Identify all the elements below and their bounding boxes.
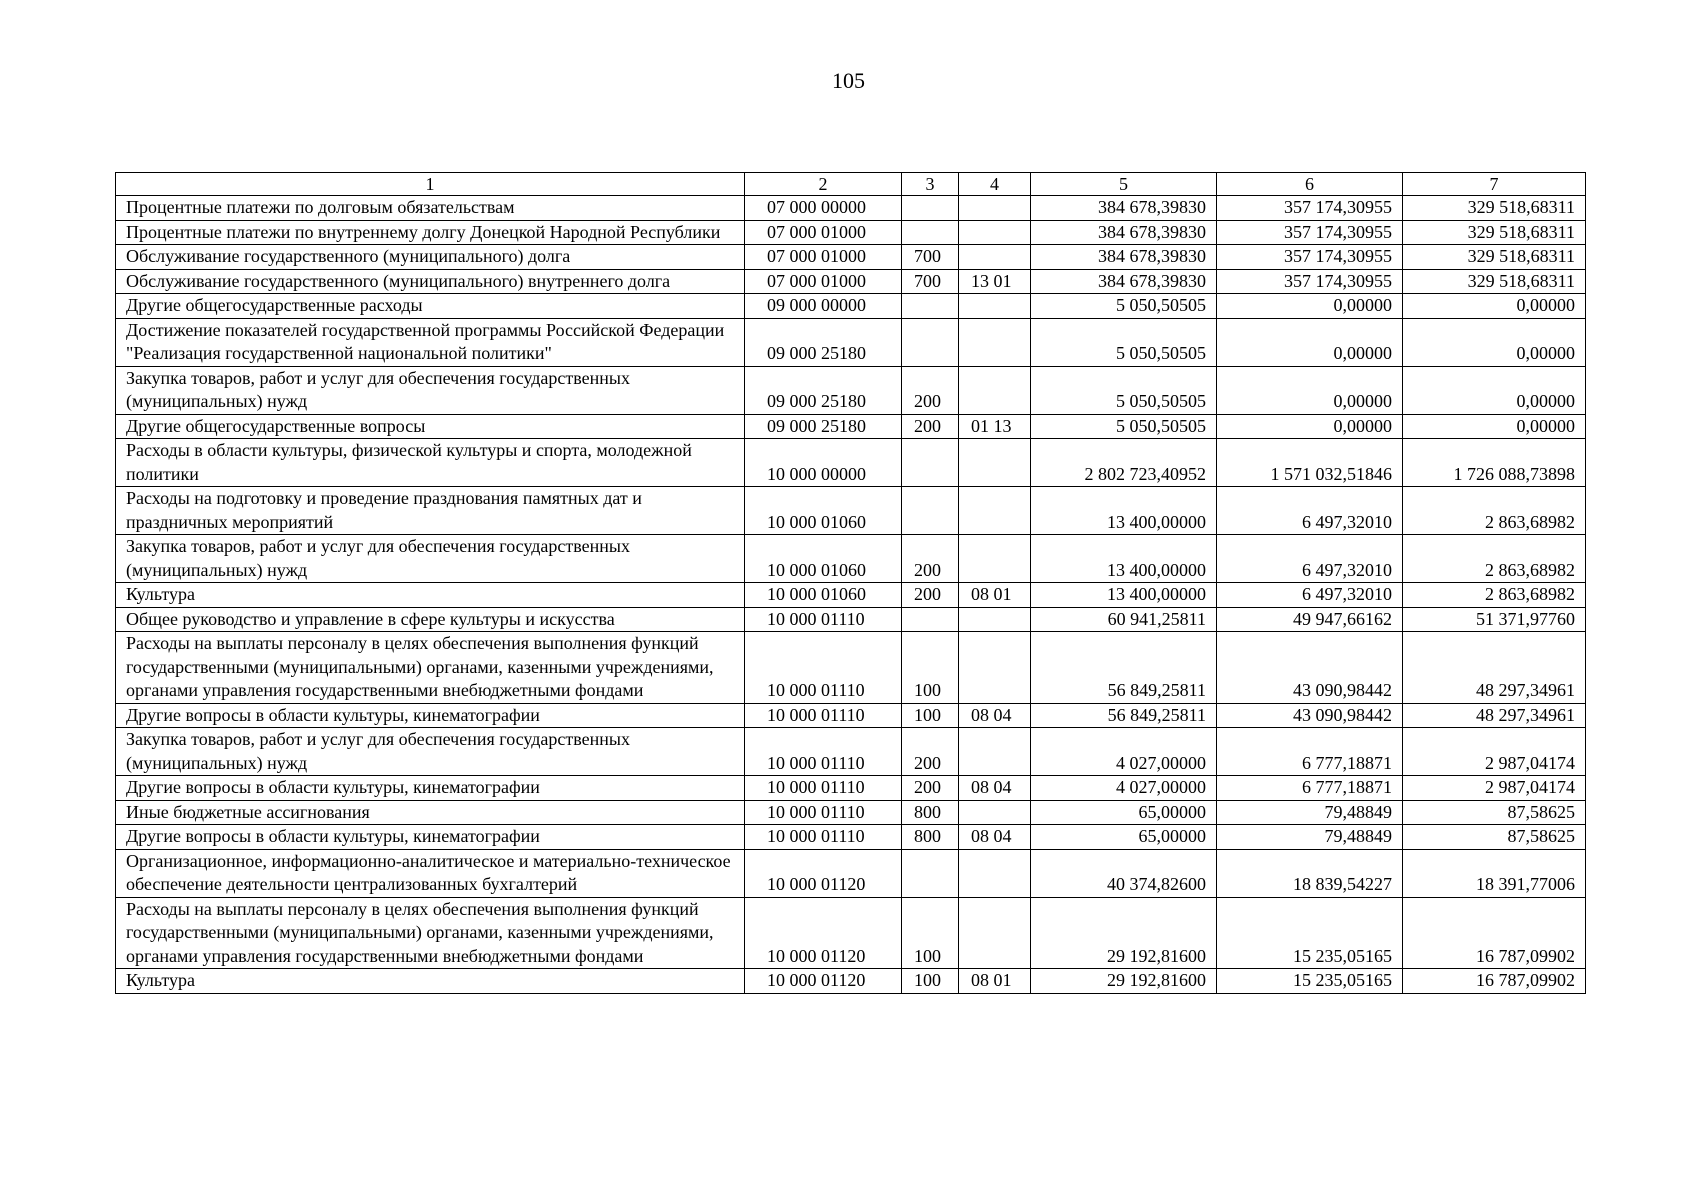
cell-name: Закупка товаров, работ и услуг для обеспечения государственных (муниципальных) нужд bbox=[116, 535, 745, 583]
header-cell-1: 1 bbox=[116, 173, 745, 196]
cell-amount-year1: 56 849,25811 bbox=[1031, 703, 1217, 728]
cell-section-subsection: 13 01 bbox=[959, 269, 1031, 294]
cell-amount-year2: 79,48849 bbox=[1217, 825, 1403, 850]
cell-name: Культура bbox=[116, 583, 745, 608]
cell-amount-year3: 0,00000 bbox=[1403, 414, 1586, 439]
table-row bbox=[116, 439, 1586, 487]
table-row bbox=[116, 196, 1586, 221]
cell-expense-type bbox=[902, 294, 959, 319]
cell-name: Иные бюджетные ассигнования bbox=[116, 800, 745, 825]
cell-section-subsection: 08 04 bbox=[959, 825, 1031, 850]
cell-expense-type: 700 bbox=[902, 269, 959, 294]
cell-section-subsection bbox=[959, 366, 1031, 414]
cell-amount-year2: 6 497,32010 bbox=[1217, 535, 1403, 583]
cell-amount-year1: 65,00000 bbox=[1031, 825, 1217, 850]
cell-target-article: 10 000 01110 bbox=[745, 776, 902, 801]
cell-expense-type bbox=[902, 196, 959, 221]
cell-section-subsection: 01 13 bbox=[959, 414, 1031, 439]
cell-name: Закупка товаров, работ и услуг для обеспечения государственных (муниципальных) нужд bbox=[116, 728, 745, 776]
cell-section-subsection bbox=[959, 897, 1031, 969]
table-row bbox=[116, 583, 1586, 608]
cell-name: Другие вопросы в области культуры, кинематографии bbox=[116, 825, 745, 850]
cell-amount-year1: 5 050,50505 bbox=[1031, 414, 1217, 439]
cell-name: Другие общегосударственные вопросы bbox=[116, 414, 745, 439]
cell-target-article: 10 000 01060 bbox=[745, 535, 902, 583]
cell-expense-type bbox=[902, 849, 959, 897]
cell-target-article: 09 000 25180 bbox=[745, 414, 902, 439]
cell-amount-year3: 2 863,68982 bbox=[1403, 583, 1586, 608]
cell-amount-year1: 65,00000 bbox=[1031, 800, 1217, 825]
cell-amount-year3: 0,00000 bbox=[1403, 294, 1586, 319]
cell-amount-year1: 384 678,39830 bbox=[1031, 220, 1217, 245]
cell-target-article: 07 000 01000 bbox=[745, 245, 902, 270]
header-cell-3: 3 bbox=[902, 173, 959, 196]
cell-amount-year3: 2 987,04174 bbox=[1403, 776, 1586, 801]
cell-amount-year3: 48 297,34961 bbox=[1403, 703, 1586, 728]
table-row bbox=[116, 825, 1586, 850]
cell-expense-type: 100 bbox=[902, 969, 959, 994]
cell-target-article: 10 000 01110 bbox=[745, 607, 902, 632]
header-cell-7: 7 bbox=[1403, 173, 1586, 196]
cell-name: Процентные платежи по внутреннему долгу Донецкой Народной Республики bbox=[116, 220, 745, 245]
cell-expense-type: 100 bbox=[902, 632, 959, 704]
cell-amount-year3: 329 518,68311 bbox=[1403, 269, 1586, 294]
cell-name: Организационное, информационно-аналитическое и материально-техническое обеспечение деятельности централизованных бухгалтерий bbox=[116, 849, 745, 897]
cell-target-article: 10 000 01060 bbox=[745, 487, 902, 535]
table-row bbox=[116, 318, 1586, 366]
header-cell-2: 2 bbox=[745, 173, 902, 196]
cell-expense-type: 800 bbox=[902, 800, 959, 825]
table-row bbox=[116, 632, 1586, 704]
cell-amount-year3: 18 391,77006 bbox=[1403, 849, 1586, 897]
cell-amount-year2: 6 497,32010 bbox=[1217, 583, 1403, 608]
cell-amount-year3: 2 863,68982 bbox=[1403, 535, 1586, 583]
header-cell-4: 4 bbox=[959, 173, 1031, 196]
cell-expense-type: 100 bbox=[902, 703, 959, 728]
cell-expense-type: 200 bbox=[902, 535, 959, 583]
budget-table-body bbox=[116, 173, 1586, 994]
header-cell-6: 6 bbox=[1217, 173, 1403, 196]
cell-expense-type: 700 bbox=[902, 245, 959, 270]
table-row bbox=[116, 366, 1586, 414]
cell-section-subsection bbox=[959, 294, 1031, 319]
cell-section-subsection bbox=[959, 607, 1031, 632]
cell-amount-year3: 329 518,68311 bbox=[1403, 196, 1586, 221]
table-row bbox=[116, 897, 1586, 969]
cell-amount-year2: 0,00000 bbox=[1217, 414, 1403, 439]
cell-name: Расходы на выплаты персоналу в целях обеспечения выполнения функций государственными (муниципальными) органами, казенными учреждениями, органами управления государственными внебюджетными фондами bbox=[116, 632, 745, 704]
table-row bbox=[116, 269, 1586, 294]
cell-section-subsection bbox=[959, 632, 1031, 704]
cell-amount-year2: 6 777,18871 bbox=[1217, 728, 1403, 776]
cell-expense-type: 100 bbox=[902, 897, 959, 969]
cell-name: Другие вопросы в области культуры, кинематографии bbox=[116, 703, 745, 728]
cell-amount-year3: 329 518,68311 bbox=[1403, 220, 1586, 245]
cell-section-subsection bbox=[959, 196, 1031, 221]
cell-amount-year1: 13 400,00000 bbox=[1031, 583, 1217, 608]
cell-target-article: 07 000 00000 bbox=[745, 196, 902, 221]
cell-amount-year3: 0,00000 bbox=[1403, 318, 1586, 366]
cell-amount-year1: 4 027,00000 bbox=[1031, 728, 1217, 776]
table-row bbox=[116, 487, 1586, 535]
cell-amount-year2: 49 947,66162 bbox=[1217, 607, 1403, 632]
cell-amount-year2: 1 571 032,51846 bbox=[1217, 439, 1403, 487]
table-row bbox=[116, 414, 1586, 439]
cell-name: Расходы на подготовку и проведение празднования памятных дат и праздничных мероприятий bbox=[116, 487, 745, 535]
cell-amount-year3: 329 518,68311 bbox=[1403, 245, 1586, 270]
cell-expense-type: 200 bbox=[902, 366, 959, 414]
header-cell-5: 5 bbox=[1031, 173, 1217, 196]
cell-amount-year2: 15 235,05165 bbox=[1217, 897, 1403, 969]
cell-expense-type bbox=[902, 607, 959, 632]
cell-expense-type bbox=[902, 318, 959, 366]
cell-section-subsection bbox=[959, 245, 1031, 270]
cell-name: Обслуживание государственного (муниципального) долга bbox=[116, 245, 745, 270]
cell-expense-type: 800 bbox=[902, 825, 959, 850]
cell-expense-type: 200 bbox=[902, 728, 959, 776]
cell-expense-type: 200 bbox=[902, 776, 959, 801]
cell-amount-year1: 60 941,25811 bbox=[1031, 607, 1217, 632]
table-row bbox=[116, 703, 1586, 728]
cell-name: Процентные платежи по долговым обязательствам bbox=[116, 196, 745, 221]
cell-amount-year1: 384 678,39830 bbox=[1031, 245, 1217, 270]
cell-section-subsection bbox=[959, 849, 1031, 897]
cell-amount-year3: 48 297,34961 bbox=[1403, 632, 1586, 704]
budget-table bbox=[115, 172, 1586, 994]
cell-section-subsection bbox=[959, 728, 1031, 776]
cell-amount-year1: 384 678,39830 bbox=[1031, 269, 1217, 294]
cell-amount-year1: 4 027,00000 bbox=[1031, 776, 1217, 801]
cell-expense-type: 200 bbox=[902, 414, 959, 439]
cell-section-subsection bbox=[959, 487, 1031, 535]
cell-amount-year2: 357 174,30955 bbox=[1217, 220, 1403, 245]
cell-expense-type bbox=[902, 220, 959, 245]
cell-amount-year3: 16 787,09902 bbox=[1403, 897, 1586, 969]
cell-name: Общее руководство и управление в сфере культуры и искусства bbox=[116, 607, 745, 632]
cell-section-subsection bbox=[959, 220, 1031, 245]
cell-amount-year2: 15 235,05165 bbox=[1217, 969, 1403, 994]
table-row bbox=[116, 535, 1586, 583]
cell-amount-year2: 43 090,98442 bbox=[1217, 703, 1403, 728]
cell-name: Достижение показателей государственной программы Российской Федерации "Реализация государственной национальной политики" bbox=[116, 318, 745, 366]
cell-name: Расходы в области культуры, физической культуры и спорта, молодежной политики bbox=[116, 439, 745, 487]
cell-name: Обслуживание государственного (муниципального) внутреннего долга bbox=[116, 269, 745, 294]
table-row bbox=[116, 969, 1586, 994]
cell-name: Культура bbox=[116, 969, 745, 994]
cell-target-article: 10 000 00000 bbox=[745, 439, 902, 487]
table-row bbox=[116, 245, 1586, 270]
cell-section-subsection bbox=[959, 439, 1031, 487]
cell-amount-year3: 2 863,68982 bbox=[1403, 487, 1586, 535]
cell-section-subsection: 08 04 bbox=[959, 703, 1031, 728]
cell-amount-year1: 29 192,81600 bbox=[1031, 897, 1217, 969]
cell-name: Другие вопросы в области культуры, кинематографии bbox=[116, 776, 745, 801]
cell-amount-year2: 79,48849 bbox=[1217, 800, 1403, 825]
cell-amount-year1: 5 050,50505 bbox=[1031, 366, 1217, 414]
cell-amount-year1: 5 050,50505 bbox=[1031, 318, 1217, 366]
table-row bbox=[116, 607, 1586, 632]
cell-amount-year1: 5 050,50505 bbox=[1031, 294, 1217, 319]
cell-target-article: 09 000 25180 bbox=[745, 318, 902, 366]
table-row bbox=[116, 800, 1586, 825]
cell-amount-year2: 0,00000 bbox=[1217, 366, 1403, 414]
cell-target-article: 10 000 01120 bbox=[745, 897, 902, 969]
cell-name: Другие общегосударственные расходы bbox=[116, 294, 745, 319]
cell-amount-year1: 56 849,25811 bbox=[1031, 632, 1217, 704]
cell-amount-year2: 6 777,18871 bbox=[1217, 776, 1403, 801]
cell-target-article: 10 000 01110 bbox=[745, 728, 902, 776]
cell-amount-year1: 2 802 723,40952 bbox=[1031, 439, 1217, 487]
cell-amount-year2: 18 839,54227 bbox=[1217, 849, 1403, 897]
cell-section-subsection: 08 01 bbox=[959, 969, 1031, 994]
cell-target-article: 07 000 01000 bbox=[745, 269, 902, 294]
cell-target-article: 10 000 01120 bbox=[745, 969, 902, 994]
table-row bbox=[116, 728, 1586, 776]
cell-amount-year3: 0,00000 bbox=[1403, 366, 1586, 414]
cell-name: Расходы на выплаты персоналу в целях обеспечения выполнения функций государственными (муниципальными) органами, казенными учреждениями, органами управления государственными внебюджетными фондами bbox=[116, 897, 745, 969]
cell-name: Закупка товаров, работ и услуг для обеспечения государственных (муниципальных) нужд bbox=[116, 366, 745, 414]
table-row bbox=[116, 776, 1586, 801]
cell-expense-type: 200 bbox=[902, 583, 959, 608]
cell-amount-year3: 16 787,09902 bbox=[1403, 969, 1586, 994]
cell-target-article: 09 000 00000 bbox=[745, 294, 902, 319]
cell-amount-year3: 1 726 088,73898 bbox=[1403, 439, 1586, 487]
cell-amount-year3: 51 371,97760 bbox=[1403, 607, 1586, 632]
cell-section-subsection bbox=[959, 318, 1031, 366]
page-number: 105 bbox=[832, 68, 865, 93]
cell-amount-year2: 6 497,32010 bbox=[1217, 487, 1403, 535]
cell-target-article: 09 000 25180 bbox=[745, 366, 902, 414]
cell-section-subsection: 08 04 bbox=[959, 776, 1031, 801]
table-row bbox=[116, 294, 1586, 319]
cell-amount-year2: 357 174,30955 bbox=[1217, 245, 1403, 270]
cell-target-article: 10 000 01110 bbox=[745, 800, 902, 825]
table-header-row bbox=[116, 173, 1586, 196]
cell-target-article: 10 000 01110 bbox=[745, 703, 902, 728]
cell-amount-year2: 0,00000 bbox=[1217, 318, 1403, 366]
cell-amount-year2: 0,00000 bbox=[1217, 294, 1403, 319]
cell-amount-year2: 43 090,98442 bbox=[1217, 632, 1403, 704]
cell-amount-year1: 13 400,00000 bbox=[1031, 535, 1217, 583]
cell-target-article: 10 000 01060 bbox=[745, 583, 902, 608]
cell-amount-year2: 357 174,30955 bbox=[1217, 269, 1403, 294]
cell-amount-year1: 384 678,39830 bbox=[1031, 196, 1217, 221]
cell-target-article: 10 000 01120 bbox=[745, 849, 902, 897]
cell-amount-year2: 357 174,30955 bbox=[1217, 196, 1403, 221]
cell-section-subsection: 08 01 bbox=[959, 583, 1031, 608]
cell-amount-year1: 13 400,00000 bbox=[1031, 487, 1217, 535]
table-row bbox=[116, 849, 1586, 897]
cell-amount-year3: 2 987,04174 bbox=[1403, 728, 1586, 776]
cell-expense-type bbox=[902, 487, 959, 535]
cell-amount-year3: 87,58625 bbox=[1403, 825, 1586, 850]
cell-amount-year3: 87,58625 bbox=[1403, 800, 1586, 825]
cell-target-article: 07 000 01000 bbox=[745, 220, 902, 245]
cell-section-subsection bbox=[959, 535, 1031, 583]
cell-amount-year1: 29 192,81600 bbox=[1031, 969, 1217, 994]
cell-section-subsection bbox=[959, 800, 1031, 825]
table-row bbox=[116, 220, 1586, 245]
cell-target-article: 10 000 01110 bbox=[745, 825, 902, 850]
cell-target-article: 10 000 01110 bbox=[745, 632, 902, 704]
cell-amount-year1: 40 374,82600 bbox=[1031, 849, 1217, 897]
cell-expense-type bbox=[902, 439, 959, 487]
